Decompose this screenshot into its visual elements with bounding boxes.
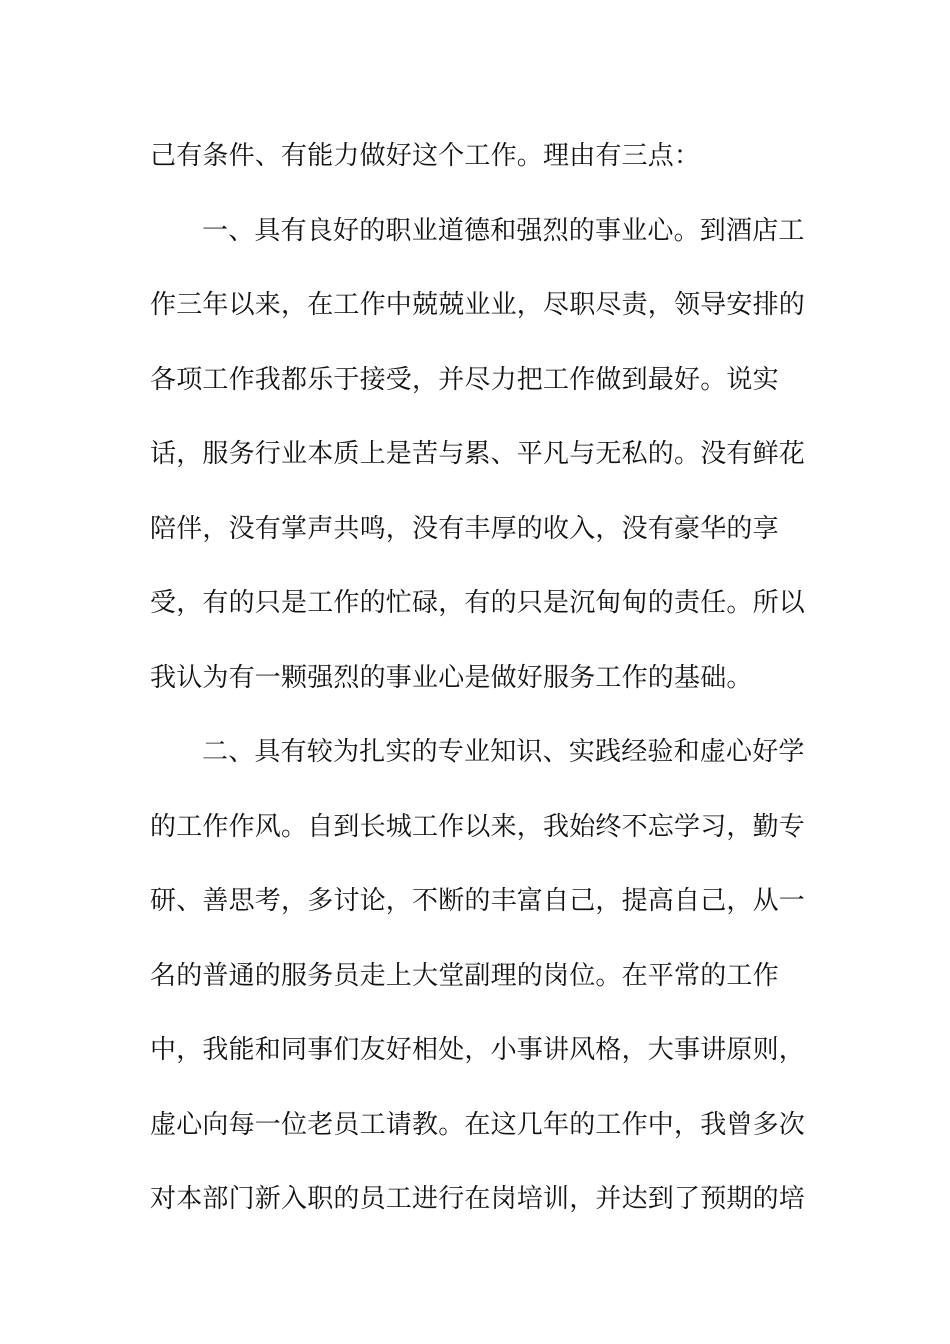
text-line: 的工作作风。自到长城工作以来，我始终不忘学习，勤专 xyxy=(150,811,806,842)
paragraph-first-line: 二、具有较为扎实的专业知识、实践经验和虚心好学 xyxy=(202,737,805,767)
text-line: 我认为有一颗强烈的事业心是做好服务工作的基础。 xyxy=(150,662,753,693)
document-body xyxy=(150,128,806,1246)
text-line: 虚心向每一位老员工请教。在这几年的工作中，我曾多次 xyxy=(150,1109,806,1140)
text-line: 研、善思考，多讨论，不断的丰富自己，提高自己，从一 xyxy=(150,886,806,916)
text-line: 中，我能和同事们友好相处，小事讲风格，大事讲原则， xyxy=(150,1035,806,1065)
text-line: 名的普通的服务员走上大堂副理的岗位。在平常的工作 xyxy=(150,960,779,991)
text-line: 话，服务行业本质上是苦与累、平凡与无私的。没有鲜花 xyxy=(150,439,806,469)
text-line: 对本部门新入职的员工进行在岗培训，并达到了预期的培 xyxy=(150,1184,806,1214)
text-line: 陪伴，没有掌声共鸣，没有丰厚的收入，没有豪华的享 xyxy=(150,513,779,544)
text-line: 己有条件、有能力做好这个工作。理由有三点： xyxy=(150,141,701,171)
text-line: 作三年以来，在工作中兢兢业业，尽职尽责，领导安排的 xyxy=(150,290,806,320)
paragraph-first-line: 一、具有良好的职业道德和强烈的事业心。到酒店工 xyxy=(202,215,805,246)
text-line: 各项工作我都乐于接受，并尽力把工作做到最好。说实 xyxy=(150,364,779,395)
text-line: 受，有的只是工作的忙碌，有的只是沉甸甸的责任。所以 xyxy=(150,588,806,618)
